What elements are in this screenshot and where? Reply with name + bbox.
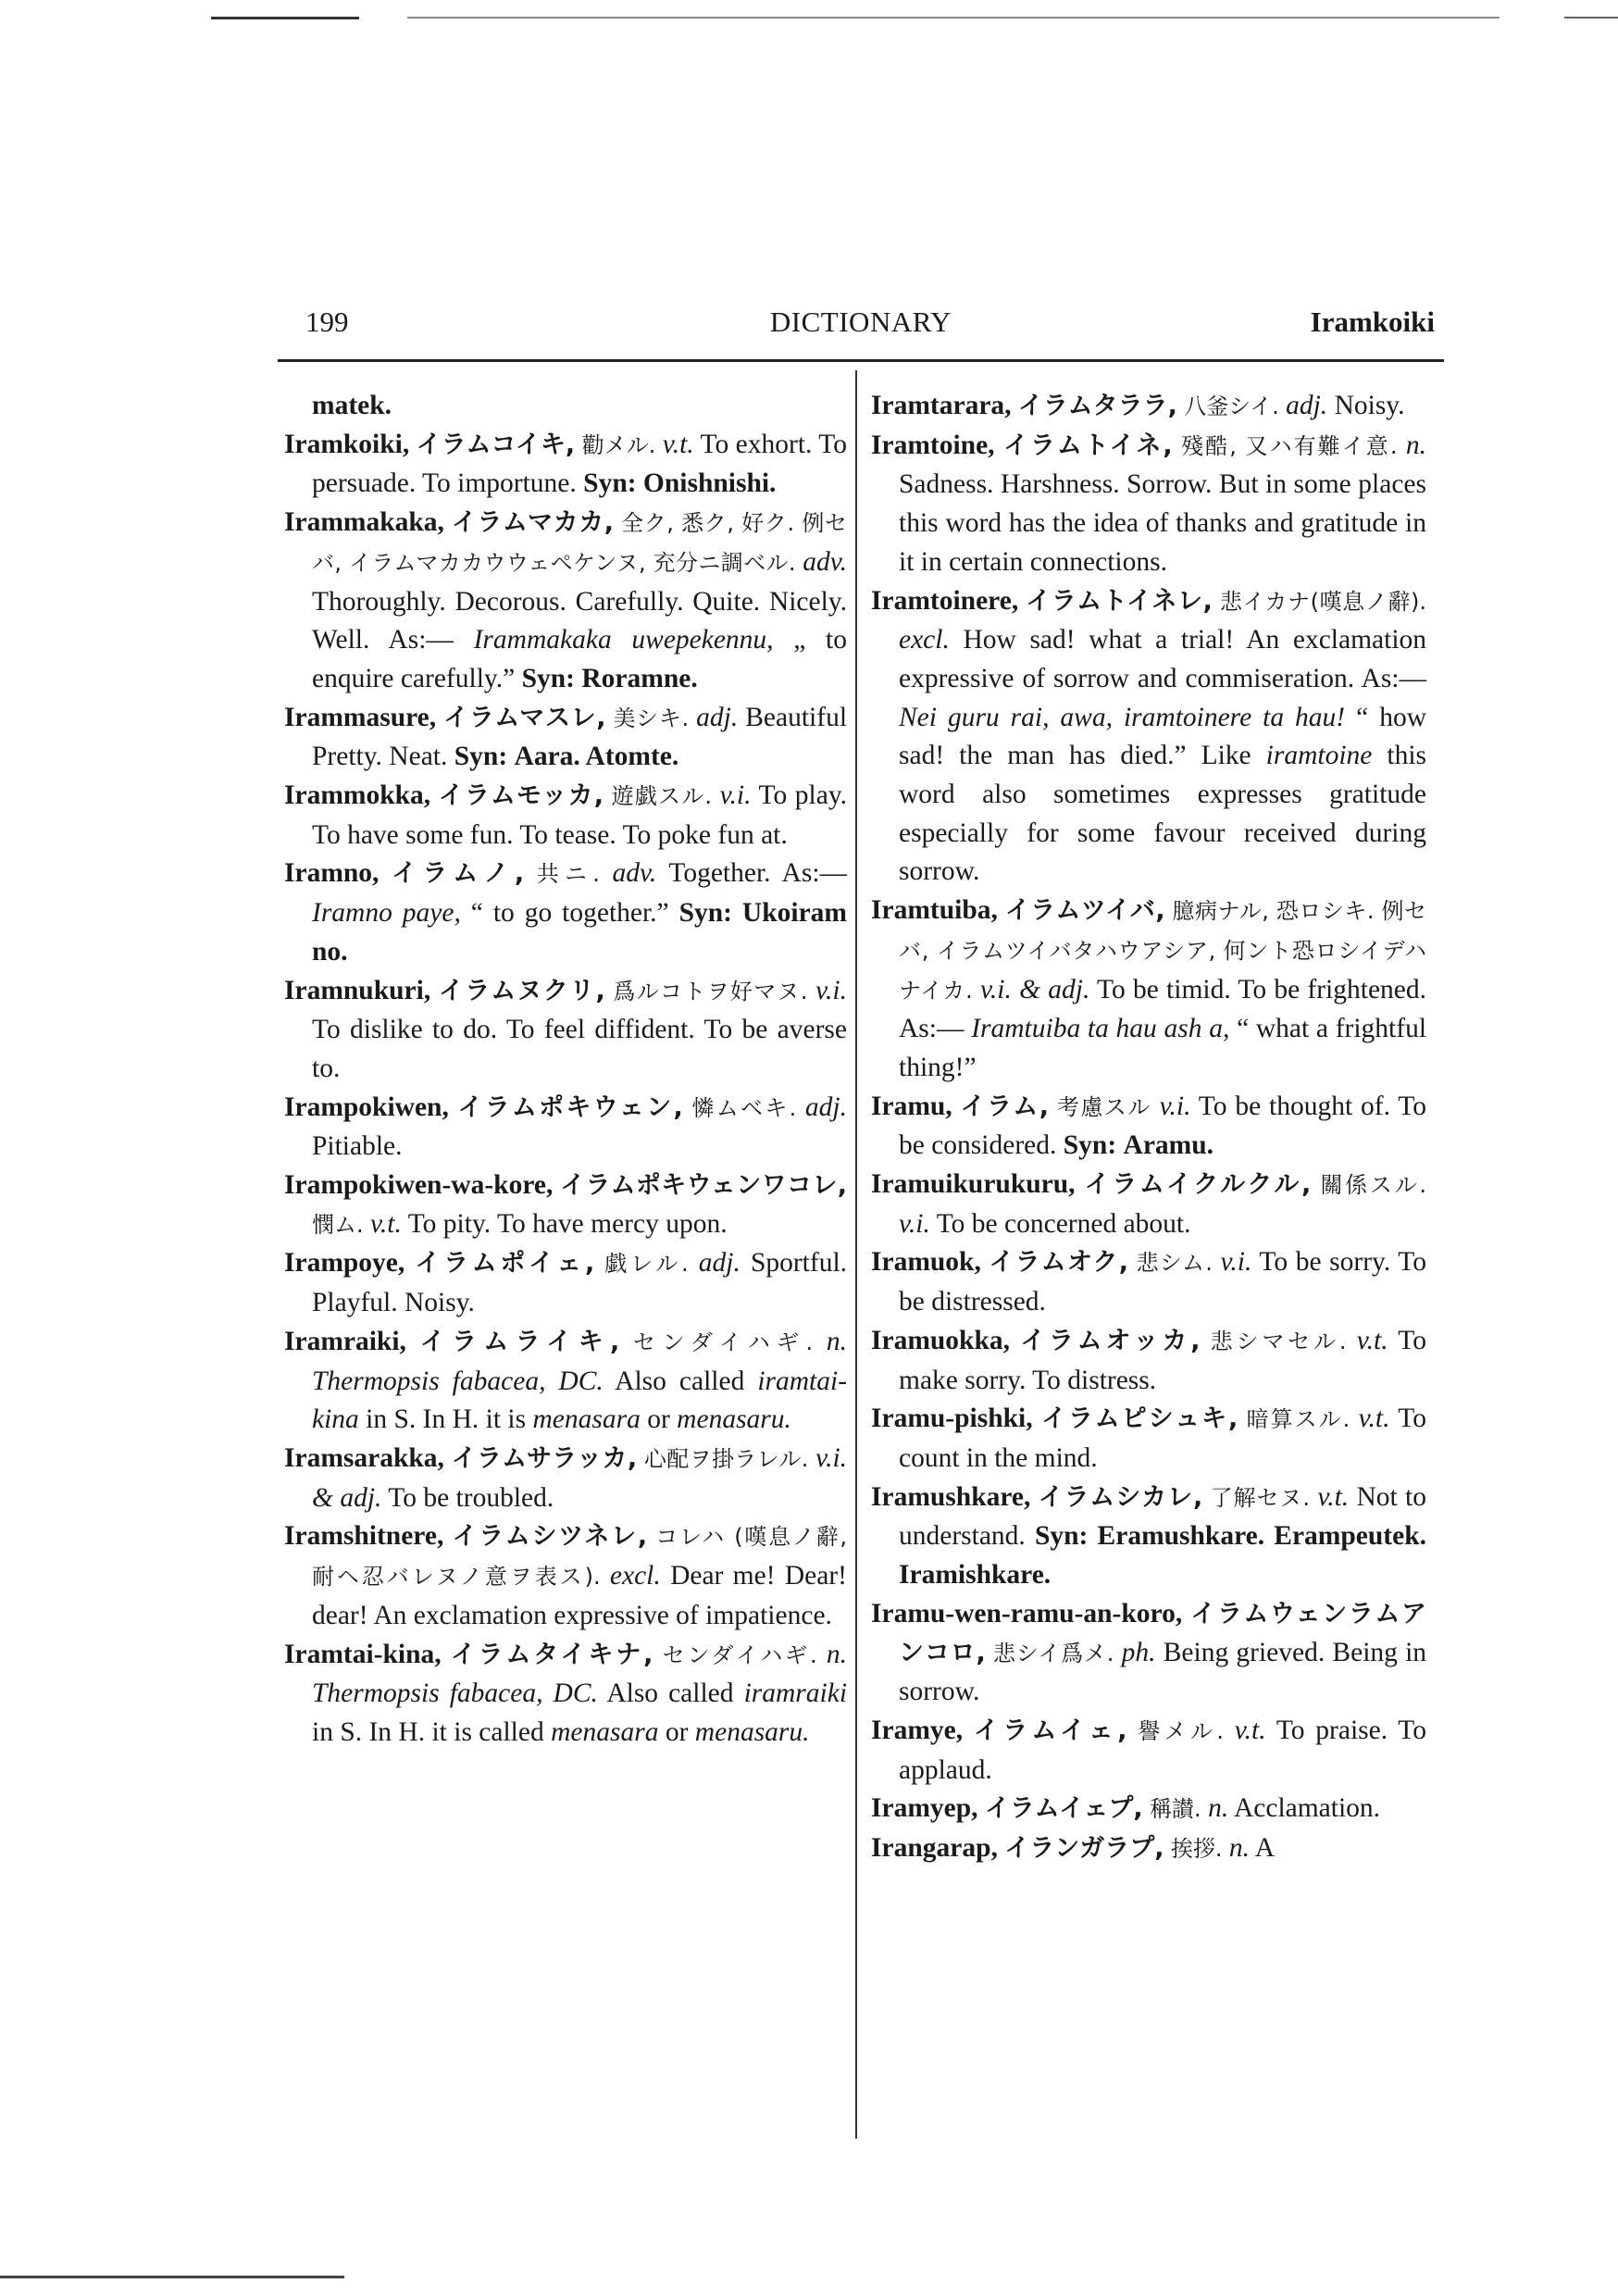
katakana: イランガラプ,: [1004, 1834, 1164, 1864]
dictionary-entry: [871, 1322, 1426, 1400]
dictionary-entry: [284, 1323, 847, 1440]
synonym: Eramushkare. Erampeutek. Iramishkare.: [899, 1521, 1426, 1591]
japanese-gloss: 美シキ.: [613, 705, 690, 731]
definition: Together. As:—: [668, 858, 848, 889]
japanese-gloss: 戯レル.: [604, 1251, 689, 1278]
part-of-speech: v.i.: [1220, 1247, 1252, 1278]
part-of-speech: adj.: [804, 1092, 847, 1122]
synonym: Aara. Atomte.: [514, 742, 679, 772]
japanese-gloss: 勸メル.: [581, 431, 656, 458]
synonym-label: Syn:: [1063, 1130, 1117, 1161]
definition: Acclamation.: [1233, 1793, 1381, 1824]
part-of-speech: v.t.: [370, 1208, 402, 1239]
header-rule: [278, 359, 1444, 362]
headword: Iramtoinere,: [871, 585, 1019, 616]
definition: To be timid. To be frightened. As:—: [899, 974, 1427, 1044]
katakana: イラムイェ,: [973, 1716, 1127, 1745]
headword: Irangarap,: [871, 1833, 998, 1864]
headword: Iramu-pishki,: [871, 1404, 1033, 1434]
definition: A: [1254, 1833, 1276, 1864]
example: iramtai-kina: [312, 1366, 848, 1435]
example: Iramtuiba ta hau ash a,: [971, 1014, 1230, 1044]
headword: Irammakaka,: [284, 507, 444, 538]
japanese-gloss: 稱讃.: [1150, 1796, 1201, 1823]
headword: Iramtarara,: [871, 391, 1012, 420]
katakana: イラムピシュキ,: [1040, 1404, 1238, 1434]
definition: Beautiful Pretty. Neat.: [312, 702, 848, 772]
definition: “ to go together.”: [470, 898, 669, 929]
example: Irammakaka uwepekennu,: [473, 625, 774, 655]
katakana: イラムトイネレ,: [1026, 586, 1213, 616]
katakana: イラムイクルクル,: [1084, 1170, 1312, 1200]
definition: in S. In H. it is: [366, 1404, 527, 1435]
katakana: イラムマスレ,: [443, 703, 606, 732]
definition: Also called: [615, 1366, 745, 1396]
part-of-speech: adj.: [1286, 391, 1328, 420]
part-of-speech: v.i.: [1159, 1091, 1191, 1121]
example: Iramno paye,: [312, 898, 461, 929]
katakana: イラムタイキナ,: [450, 1640, 653, 1669]
synonym: Ukoiram no.: [312, 898, 847, 967]
katakana: イラムシツネレ,: [452, 1522, 648, 1552]
headword: Irampokiwen,: [284, 1092, 449, 1122]
headword: Iramu-wen-ramu-an-koro,: [871, 1598, 1183, 1628]
headword: Iramnukuri,: [284, 975, 431, 1005]
headword: Iramu,: [871, 1091, 952, 1121]
synonym: Onishnishi.: [642, 468, 777, 499]
part-of-speech: v.t.: [1317, 1481, 1350, 1512]
definition: To exhort. To persuade. To importune.: [312, 429, 848, 499]
part-of-speech: v.t.: [1358, 1404, 1390, 1434]
katakana: イラム,: [960, 1092, 1049, 1121]
part-of-speech: n.: [826, 1639, 848, 1669]
katakana: イラムツイバ,: [1004, 896, 1165, 926]
dictionary-entry: [871, 1479, 1426, 1595]
dictionary-entry: [871, 892, 1426, 1088]
dictionary-entry: [284, 699, 847, 777]
part-of-speech: excl.: [899, 625, 950, 655]
example: menasaru.: [694, 1716, 810, 1747]
synonym: Aramu.: [1123, 1130, 1214, 1161]
example: menasaru.: [677, 1404, 791, 1435]
katakana: イラムライキ,: [419, 1327, 620, 1356]
column-divider: [855, 370, 857, 2139]
japanese-gloss: コレハ (嘆息ノ辭, 耐ヘ忍バレヌノ意ヲ表ス).: [312, 1524, 847, 1591]
synonym-label: Syn:: [678, 898, 732, 929]
katakana: イラムイェプ,: [984, 1794, 1143, 1824]
part-of-speech: v.i. & adj.: [980, 974, 1090, 1004]
dictionary-entry: [284, 1089, 847, 1167]
katakana: イラムオッカ,: [1020, 1326, 1201, 1355]
part-of-speech: v.i. & adj.: [312, 1442, 848, 1513]
definition: Not to understand.: [899, 1481, 1426, 1552]
definition: To pity. To have mercy upon.: [407, 1208, 728, 1239]
katakana: イラムシカレ,: [1038, 1482, 1203, 1512]
japanese-gloss: 殘酷, 又ハ有難イ意.: [1181, 432, 1398, 459]
right-column: [871, 387, 1426, 1869]
part-of-speech: adv.: [803, 546, 847, 577]
katakana: イラムサラッカ,: [451, 1443, 638, 1473]
katakana: イラムポイェ,: [415, 1249, 595, 1279]
entry-continuation: [284, 387, 847, 426]
headword: Iramtuiba,: [871, 895, 998, 926]
guide-word: Iramkoiki: [1310, 306, 1435, 338]
dictionary-entry: [871, 1790, 1426, 1829]
dictionary-entry: [284, 504, 847, 699]
definition: How sad! what a trial! An exclamation expressive of sorrow and commiseration. As:—: [899, 625, 1427, 693]
dictionary-entry: [871, 1595, 1426, 1712]
definition: Thoroughly. Decorous. Carefully. Quite. Nicely. Well. As:—: [312, 586, 847, 655]
part-of-speech: ph.: [1121, 1637, 1156, 1667]
scan-edge-top-left: [211, 17, 359, 19]
synonym: Roramne.: [581, 663, 698, 693]
definition: To count in the mind.: [899, 1404, 1426, 1473]
part-of-speech: n.: [826, 1326, 848, 1356]
dictionary-entry: [871, 427, 1426, 582]
japanese-gloss: 共ニ.: [536, 861, 600, 888]
part-of-speech: v.t.: [1356, 1325, 1388, 1355]
dictionary-entry: [871, 1712, 1426, 1790]
japanese-gloss: 八釜シイ.: [1184, 393, 1279, 419]
headword: Irammokka,: [284, 780, 431, 811]
headword: Iramyep,: [871, 1793, 978, 1824]
example: Thermopsis fabacea, DC.: [312, 1366, 604, 1396]
part-of-speech: v.t.: [1234, 1715, 1266, 1745]
definition: To dislike to do. To feel diffident. To be averse to.: [312, 1015, 847, 1083]
japanese-gloss: 挨拶.: [1170, 1836, 1223, 1863]
dictionary-entry: [871, 387, 1426, 427]
japanese-gloss: 憐ムベキ.: [691, 1094, 797, 1121]
definition: „ to enquire carefully.”: [312, 625, 847, 693]
definition: To be concerned about.: [936, 1208, 1191, 1239]
japanese-gloss: 心配ヲ掛ラレル.: [643, 1445, 809, 1472]
dictionary-entry: [284, 855, 847, 971]
headword: Iramye,: [871, 1715, 964, 1745]
dictionary-entry: [284, 1167, 847, 1244]
japanese-gloss: 考慮スル: [1056, 1093, 1151, 1120]
definition: this word also sometimes expresses gratitude especially for some favour received during sorrow.: [899, 741, 1427, 887]
definition: Noisy.: [1334, 391, 1405, 420]
definition: To make sorry. To distress.: [899, 1325, 1426, 1395]
japanese-gloss: 譽メル.: [1138, 1717, 1224, 1744]
scan-edge-bottom: [0, 2276, 344, 2278]
japanese-gloss: センダイハギ.: [633, 1329, 814, 1355]
example: Thermopsis fabacea, DC.: [312, 1678, 598, 1709]
definition: Sadness. Harshness. Sorrow. But in some places this word has the idea of thanks and gratitude in it in certain connections.: [899, 469, 1426, 577]
japanese-gloss: 悲シイ爲メ.: [992, 1640, 1114, 1666]
dictionary-entry: [871, 1829, 1426, 1869]
part-of-speech: n.: [1208, 1793, 1229, 1824]
synonym-label: Syn:: [1034, 1521, 1089, 1552]
japanese-gloss: 暗算スル.: [1246, 1406, 1350, 1433]
dictionary-entry: [284, 972, 847, 1089]
definition: Being grieved. Being in sorrow.: [899, 1637, 1427, 1707]
synonym-label: Syn:: [454, 742, 508, 772]
katakana: イラムトイネ,: [1002, 430, 1173, 460]
japanese-gloss: センダイハギ.: [662, 1641, 817, 1668]
dictionary-entry: [871, 582, 1426, 892]
dictionary-entry: [871, 1400, 1426, 1478]
headword: Iramsarakka,: [284, 1442, 444, 1473]
definition: Dear me! Dear! dear! An exclamation expressive of impatience.: [312, 1561, 847, 1630]
synonym-label: Syn:: [583, 468, 637, 499]
katakana: イラムノ,: [392, 859, 525, 889]
dictionary-entry: [871, 1088, 1426, 1166]
japanese-gloss: 爲ルコトヲ好マヌ.: [613, 978, 808, 1004]
katakana: イラムタララ,: [1017, 392, 1177, 420]
dictionary-entry: [871, 1243, 1426, 1321]
definition: Also called: [606, 1678, 734, 1709]
scan-edge-top-mid: [407, 17, 1500, 19]
japanese-gloss: 悲シム.: [1136, 1250, 1213, 1277]
japanese-gloss: 了解セヌ.: [1210, 1484, 1310, 1511]
dictionary-entry: [284, 1517, 847, 1635]
example: menasara: [532, 1404, 641, 1435]
page-number: 199: [305, 306, 349, 338]
headword: Iramno,: [284, 858, 380, 889]
part-of-speech: excl.: [609, 1561, 661, 1591]
example: iramtoine: [1265, 741, 1373, 771]
japanese-gloss: 全ク, 悉ク, 好ク. 例セバ, イラムマカカウウェペケンヌ, 充分ニ調ベル.: [312, 510, 848, 576]
example: iramraiki: [743, 1678, 848, 1709]
part-of-speech: v.i.: [719, 780, 752, 811]
katakana: イラムポキウェンワコレ,: [560, 1171, 847, 1201]
part-of-speech: v.i.: [815, 975, 847, 1005]
dictionary-entry: [284, 426, 847, 504]
part-of-speech: adj.: [698, 1248, 741, 1279]
part-of-speech: v.i.: [899, 1208, 930, 1239]
japanese-gloss: 遊戯スル.: [611, 783, 713, 810]
definition: Pitiable.: [312, 1131, 403, 1162]
headword: Irampoye,: [284, 1248, 405, 1279]
katakana: イラムウェンラムアンコロ,: [899, 1599, 1426, 1667]
katakana: イラムポキウェン,: [457, 1092, 683, 1122]
headword: Iramshitnere,: [284, 1521, 444, 1552]
page-header: [278, 306, 1444, 346]
definition: To play. To have some fun. To tease. To poke fun at.: [312, 780, 848, 850]
example: Nei guru rai, awa, iramtoinere ta hau!: [899, 702, 1346, 732]
headword: Iramtai-kina,: [284, 1639, 442, 1669]
katakana: イラムコイキ,: [416, 430, 576, 459]
part-of-speech: n.: [1228, 1833, 1251, 1864]
definition: in S. In H. it is called: [312, 1716, 544, 1747]
synonym-label: Syn:: [521, 663, 575, 693]
example: menasara: [551, 1716, 659, 1747]
japanese-gloss: 關係スル.: [1320, 1172, 1427, 1199]
headword: Iramkoiki,: [284, 429, 410, 459]
katakana: イラムモッカ,: [438, 781, 604, 811]
japanese-gloss: 臆病ナル, 恐ロシキ. 例セバ, イラムツイバタハウアシア, 何ント恐ロシイデハナイカ.: [899, 898, 1427, 1004]
headword: Iramraiki,: [284, 1326, 406, 1356]
dictionary-entry: [284, 1244, 847, 1322]
definition: or: [647, 1404, 670, 1435]
definition: To be thought of. To be considered.: [899, 1091, 1427, 1161]
definition: To praise. To applaud.: [899, 1715, 1427, 1785]
continuation-text: matek.: [312, 391, 392, 420]
part-of-speech: n.: [1405, 430, 1427, 460]
headword: Iramuokka,: [871, 1325, 1010, 1355]
part-of-speech: adv.: [612, 858, 657, 889]
katakana: イラムマカカ,: [451, 508, 615, 538]
part-of-speech: adj.: [696, 702, 739, 732]
headword: Iramuikurukuru,: [871, 1169, 1076, 1200]
headword: Irampokiwen-wa-kore,: [284, 1170, 554, 1201]
running-title: DICTIONARY: [769, 306, 952, 338]
japanese-gloss: 悲シマセル.: [1210, 1328, 1347, 1354]
japanese-gloss: 憫ム.: [312, 1211, 364, 1238]
definition: Sportful. Playful. Noisy.: [312, 1248, 848, 1318]
headword: Iramuok,: [871, 1247, 981, 1278]
part-of-speech: v.t.: [662, 429, 694, 459]
headword: Iramtoine,: [871, 430, 995, 460]
definition: or: [665, 1716, 689, 1747]
headword: Irammasure,: [284, 702, 437, 732]
katakana: イラムオク,: [989, 1248, 1128, 1278]
definition: To be troubled.: [388, 1482, 554, 1513]
scan-edge-top-right: [1564, 17, 1618, 19]
left-column: [284, 387, 847, 1753]
dictionary-entry: [284, 777, 847, 855]
dictionary-entry: [284, 1636, 847, 1753]
headword: Iramushkare,: [871, 1481, 1031, 1512]
katakana: イラムヌクリ,: [438, 976, 605, 1005]
definition: “ how sad! the man has died.” Like: [899, 702, 1427, 771]
japanese-gloss: 悲イカナ(嘆息ノ辭).: [1219, 588, 1427, 615]
definition: To be sorry. To be distressed.: [899, 1247, 1426, 1317]
dictionary-entry: [871, 1166, 1426, 1243]
definition: “ what a frightful thing!”: [899, 1014, 1427, 1082]
dictionary-entry: [284, 1440, 847, 1517]
